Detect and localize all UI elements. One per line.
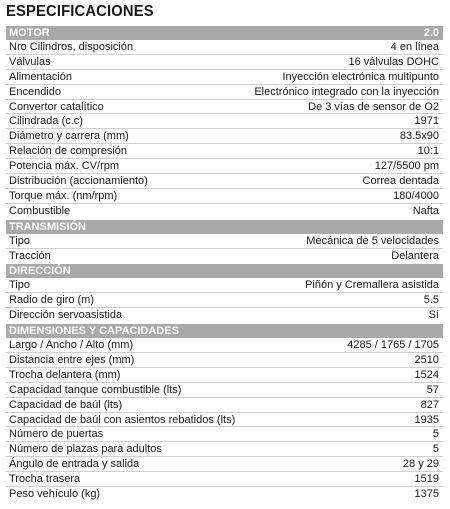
spec-row [6, 55, 443, 70]
spec-label: Trocha delantera (mm) [9, 368, 121, 381]
spec-label: Combustible [9, 204, 71, 217]
spec-row [6, 204, 443, 219]
spec-row [6, 487, 443, 502]
spec-label: Radio de giro (m) [9, 294, 94, 307]
spec-label: Tracción [9, 249, 51, 262]
spec-value: 16 válvulas DOHC [348, 55, 439, 68]
spec-row [6, 293, 443, 308]
spec-row [6, 398, 443, 413]
spec-label: Largo / Ancho / Alto (mm) [9, 339, 134, 352]
spec-label: Cilindrada (c.c) [9, 115, 83, 128]
spec-row [6, 40, 443, 55]
spec-value: 180/4000 [393, 189, 439, 202]
spec-value: 1524 [414, 368, 439, 381]
spec-label: Número de puertas [9, 428, 104, 441]
spec-row [6, 413, 443, 428]
spec-label: Nro Cilindros, disposición [9, 41, 134, 53]
spec-label: Potencia máx. CV/rpm [9, 160, 120, 173]
spec-label: Tipo [9, 279, 30, 292]
spec-value: 4285 / 1765 / 1705 [347, 339, 439, 352]
spec-row [6, 249, 443, 264]
spec-row [6, 129, 443, 144]
spec-label: Alimentación [9, 70, 72, 83]
spec-row [6, 144, 443, 159]
spec-value: Sí [428, 309, 439, 322]
spec-label: Trocha trasera [9, 473, 81, 486]
spec-row [6, 70, 443, 85]
section-header-value: 2.0 [423, 27, 439, 39]
spec-value: 5 [432, 428, 439, 441]
spec-row [6, 427, 443, 442]
spec-value: Piñón y Cremallera asistida [305, 279, 439, 292]
spec-row [6, 368, 443, 383]
spec-value: 1971 [414, 115, 439, 128]
section-header-dimensiones [6, 324, 443, 338]
spec-label: Capacidad de baúl (lts) [9, 398, 123, 411]
spec-value: 1375 [414, 488, 439, 501]
spec-value: 1935 [414, 413, 439, 426]
spec-label: Encendido [9, 85, 61, 98]
spec-value: De 3 vías de sensor de O2 [308, 100, 439, 113]
spec-label: Distribución (accionamiento) [9, 175, 148, 188]
spec-label: Dirección servoasistida [9, 309, 123, 322]
spec-value: 2510 [414, 354, 439, 367]
spec-row [6, 174, 443, 189]
spec-label: Capacidad tanque combustible (lts) [9, 383, 182, 396]
spec-value: 83.5x90 [399, 130, 439, 143]
spec-row [6, 100, 443, 115]
spec-value: 5 [432, 443, 439, 456]
spec-value: Correa dentada [362, 175, 439, 188]
spec-value: 5.5 [423, 294, 439, 307]
spec-sections [6, 26, 443, 502]
spec-row [6, 308, 443, 323]
spec-row [6, 85, 443, 100]
spec-row [6, 338, 443, 353]
spec-label: Relación de compresión [9, 145, 128, 158]
spec-label: Distancia entre ejes (mm) [9, 354, 135, 367]
spec-value: 4 en línea [390, 41, 439, 53]
spec-value: Electrónico integrado con la inyección [254, 85, 439, 98]
section-title: TRANSMISIÓN [9, 220, 86, 233]
section-title: DIMENSIONES Y CAPACIDADES [9, 325, 179, 338]
spec-value: Mecánica de 5 velocidades [306, 234, 439, 247]
spec-value: 827 [420, 398, 439, 411]
spec-label: Capacidad de baúl con asientos rebatidos (lts) [9, 413, 236, 426]
section-header-motor [6, 26, 443, 40]
spec-value: 1519 [414, 473, 439, 486]
spec-row [6, 353, 443, 368]
spec-label: Diámetro y carrera (mm) [9, 130, 129, 143]
spec-label: Convertor catalítico [9, 100, 104, 113]
spec-row [6, 189, 443, 204]
section-motor [6, 26, 443, 219]
section-transmision [6, 220, 443, 264]
page-title: ESPECIFICACIONES [6, 3, 154, 20]
spec-label: Ángulo de entrada y salida [9, 458, 140, 471]
section-title: MOTOR [9, 27, 50, 39]
spec-row [6, 234, 443, 249]
spec-value: 10:1 [417, 145, 439, 158]
section-direccion [6, 264, 443, 323]
spec-label: Peso vehículo (kg) [9, 488, 101, 501]
spec-row [6, 457, 443, 472]
section-dimensiones [6, 324, 443, 502]
spec-row [6, 383, 443, 398]
spec-label: Válvulas [9, 55, 51, 68]
spec-row [6, 114, 443, 129]
section-title: DIRECCIÓN [9, 265, 71, 278]
spec-value: 127/5500 pm [374, 160, 439, 173]
spec-value: 57 [426, 383, 439, 396]
spec-row [6, 442, 443, 457]
spec-value: Delantera [391, 249, 439, 262]
spec-label: Tipo [9, 234, 30, 247]
section-header-direccion [6, 264, 443, 278]
spec-row [6, 159, 443, 174]
spec-value: Nafta [412, 204, 439, 217]
spec-value: 28 y 29 [402, 458, 439, 471]
section-header-transmision [6, 220, 443, 234]
spec-value: Inyección electrónica multipunto [282, 70, 439, 83]
spec-row [6, 472, 443, 487]
spec-label: Número de plazas para adultos [9, 443, 162, 456]
spec-row [6, 278, 443, 293]
spec-label: Torque máx. (nm/rpm) [9, 189, 118, 202]
